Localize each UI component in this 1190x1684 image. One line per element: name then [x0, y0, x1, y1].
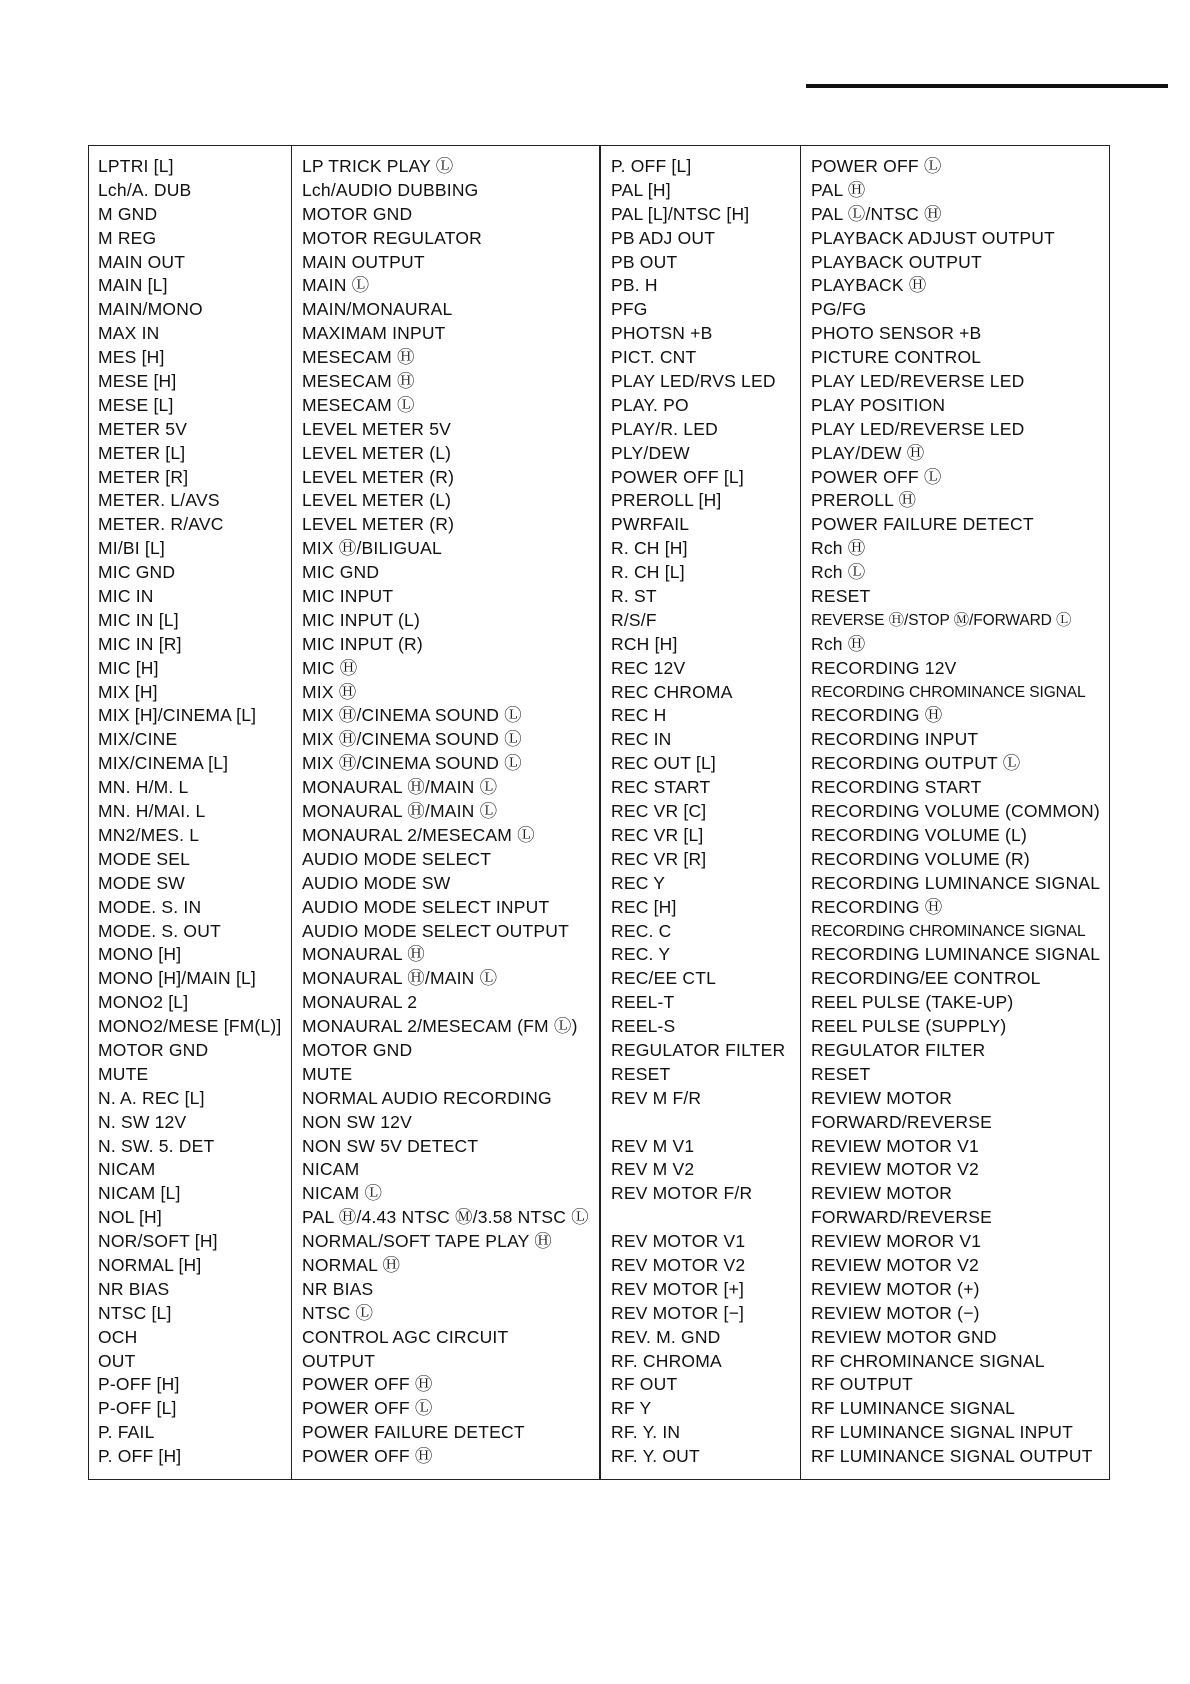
- table-cell: RF CHROMINANCE SIGNAL: [811, 1350, 1045, 1371]
- table-cell: NORMAL Ⓗ: [302, 1254, 401, 1275]
- table-cell: AUDIO MODE SW: [302, 872, 451, 893]
- table-cell: LPTRI [L]: [98, 156, 174, 176]
- table-cell: REC IN: [611, 729, 672, 750]
- table-cell: RECORDING CHROMINANCE SIGNAL: [811, 683, 1086, 701]
- table-cell: MIX Ⓗ/CINEMA SOUND Ⓛ: [302, 753, 522, 774]
- table-cell: RECORDING OUTPUT Ⓛ: [811, 753, 1021, 774]
- table-cell: REGULATOR FILTER: [811, 1039, 986, 1060]
- table-cell: LP TRICK PLAY Ⓛ: [302, 156, 454, 176]
- table-cell: REV. M. GND: [611, 1326, 721, 1347]
- table-cell: PAL Ⓛ/NTSC Ⓗ: [811, 203, 942, 224]
- table-cell: REVERSE Ⓗ/STOP Ⓜ/FORWARD Ⓛ: [811, 611, 1072, 629]
- table-cell: PHOTO SENSOR +B: [811, 323, 982, 344]
- table-cell: RECORDING LUMINANCE SIGNAL: [811, 872, 1101, 893]
- table-cell: P. FAIL: [98, 1422, 155, 1443]
- table-cell: POWER OFF Ⓗ: [302, 1446, 433, 1467]
- table-cell: NORMAL [H]: [98, 1254, 202, 1275]
- table-cell: REC Y: [611, 872, 666, 893]
- table-cell: R. ST: [611, 586, 657, 607]
- table-cell: PLAYBACK OUTPUT: [811, 251, 982, 272]
- table-cell: PLAY LED/REVERSE LED: [811, 418, 1025, 439]
- table-cell: PWRFAIL: [611, 514, 690, 535]
- table-cell: MUTE: [98, 1063, 149, 1084]
- table-cell: NR BIAS: [98, 1278, 170, 1299]
- table-cell: PAL [L]/NTSC [H]: [611, 203, 750, 224]
- table-cell: MAIN [L]: [98, 275, 168, 296]
- table-cell: PICT. CNT: [611, 347, 697, 368]
- table-cell: MIC IN [L]: [98, 609, 179, 630]
- table-cell: MUTE: [302, 1063, 353, 1084]
- table-cell: PREROLL [H]: [611, 490, 722, 511]
- table-cell: LEVEL METER (L): [302, 490, 452, 511]
- table-cell: REC OUT [L]: [611, 753, 716, 774]
- table-cell: PLAY/R. LED: [611, 418, 718, 439]
- table-cell: RECORDING Ⓗ: [811, 896, 943, 917]
- table-cell: MOTOR GND: [302, 1039, 413, 1060]
- table-cell: MIX/CINE: [98, 729, 178, 750]
- table-cell: METER [L]: [98, 442, 186, 463]
- table-cell: REV M V2: [611, 1159, 695, 1180]
- table-cell: NOL [H]: [98, 1207, 162, 1228]
- table-cell: RESET: [611, 1063, 671, 1084]
- table-cell: REC START: [611, 777, 711, 798]
- table-cell: MONO2 [L]: [98, 992, 189, 1013]
- table-cell: PICTURE CONTROL: [811, 347, 982, 368]
- table-cell: LEVEL METER 5V: [302, 418, 452, 439]
- table-cell: Rch Ⓗ: [811, 633, 866, 654]
- table-cell: MONO [H]: [98, 944, 182, 965]
- table-cell: MIC IN: [98, 586, 154, 607]
- table-cell: PAL [H]: [611, 179, 671, 200]
- table-cell: REC [H]: [611, 896, 677, 917]
- table-cell: MAXIMAM INPUT: [302, 323, 446, 344]
- table-cell: MONAURAL Ⓗ/MAIN Ⓛ: [302, 801, 498, 822]
- table-cell: MI/BI [L]: [98, 538, 165, 559]
- table-cell: REC/EE CTL: [611, 968, 717, 989]
- table-cell: REVIEW MOTOR V2: [811, 1159, 979, 1180]
- table-cell: P. OFF [L]: [611, 156, 692, 176]
- table-cell: RF Y: [611, 1398, 652, 1419]
- table-cell: REVIEW MOTOR: [811, 1087, 953, 1108]
- table-cell: MIX Ⓗ: [302, 681, 357, 702]
- table-cell: RESET: [811, 1063, 871, 1084]
- table-left-half: [89, 146, 599, 1479]
- table-cell: MONAURAL Ⓗ/MAIN Ⓛ: [302, 968, 498, 989]
- table-cell: MIC IN [R]: [98, 633, 182, 654]
- table-cell: R/S/F: [611, 609, 657, 630]
- table-cell: REC VR [R]: [611, 848, 707, 869]
- table-cell: AUDIO MODE SELECT INPUT: [302, 896, 550, 917]
- table-cell: MAIN/MONAURAL: [302, 299, 453, 320]
- table-cell: MODE. S. IN: [98, 896, 202, 917]
- table-cell: MESECAM Ⓗ: [302, 371, 415, 392]
- table-cell: REV M F/R: [611, 1087, 702, 1108]
- table-cell: RECORDING START: [811, 777, 982, 798]
- table-cell: REV MOTOR V1: [611, 1231, 746, 1252]
- right-description-column: [801, 146, 1110, 1479]
- table-cell: RCH [H]: [611, 633, 678, 654]
- table-cell: LEVEL METER (R): [302, 466, 455, 487]
- table-cell: RF OUTPUT: [811, 1374, 913, 1395]
- table-cell: MODE SEL: [98, 848, 191, 869]
- table-cell: PB OUT: [611, 251, 678, 272]
- table-cell: MIX Ⓗ/CINEMA SOUND Ⓛ: [302, 705, 522, 726]
- table-cell: P. OFF [H]: [98, 1446, 182, 1467]
- right-abbreviation-column: [601, 146, 801, 1479]
- table-cell: [611, 1111, 800, 1135]
- table-right-half: [601, 146, 1110, 1479]
- table-cell: REC CHROMA: [611, 681, 733, 702]
- table-cell: NTSC Ⓛ: [302, 1302, 374, 1323]
- table-cell: METER [R]: [98, 466, 189, 487]
- table-cell: MIC GND: [302, 562, 380, 583]
- table-cell: M GND: [98, 203, 158, 224]
- table-cell: RF LUMINANCE SIGNAL: [811, 1398, 1016, 1419]
- table-cell: MODE SW: [98, 872, 185, 893]
- table-cell: CONTROL AGC CIRCUIT: [302, 1326, 509, 1347]
- table-cell: RECORDING VOLUME (L): [811, 824, 1027, 845]
- table-cell: MAX IN: [98, 323, 160, 344]
- table-cell: MAIN OUT: [98, 251, 186, 272]
- table-cell: P-OFF [L]: [98, 1398, 177, 1419]
- table-cell: RECORDING Ⓗ: [811, 705, 943, 726]
- table-cell: REV MOTOR F/R: [611, 1183, 753, 1204]
- table-cell: MAIN Ⓛ: [302, 275, 370, 296]
- left-abbreviation-column: [89, 146, 292, 1479]
- table-cell: RF. Y. OUT: [611, 1446, 700, 1467]
- table-cell: Lch/A. DUB: [98, 179, 192, 200]
- table-cell: POWER OFF Ⓗ: [302, 1374, 433, 1395]
- table-cell: MIC INPUT (R): [302, 633, 423, 654]
- table-cell: PAL Ⓗ/4.43 NTSC Ⓜ/3.58 NTSC Ⓛ: [302, 1207, 589, 1228]
- table-cell: PLAY POSITION: [811, 394, 946, 415]
- table-cell: NON SW 5V DETECT: [302, 1135, 479, 1156]
- table-cell: MOTOR GND: [302, 203, 413, 224]
- table-cell: OUTPUT: [302, 1350, 376, 1371]
- table-cell: REEL-S: [611, 1016, 676, 1037]
- table-cell: Rch Ⓛ: [811, 562, 866, 583]
- table-cell: REEL PULSE (SUPPLY): [811, 1016, 1007, 1037]
- table-cell: MN. H/MAI. L: [98, 801, 206, 822]
- table-cell: [611, 1206, 800, 1230]
- table-cell: N. SW. 5. DET: [98, 1135, 215, 1156]
- table-cell: PLAY/DEW Ⓗ: [811, 442, 925, 463]
- table-cell: NICAM [L]: [98, 1183, 181, 1204]
- table-cell: MIC GND: [98, 562, 176, 583]
- table-cell: N. SW 12V: [98, 1111, 187, 1132]
- table-cell: NORMAL AUDIO RECORDING: [302, 1087, 552, 1108]
- table-cell: MIC Ⓗ: [302, 657, 358, 678]
- table-cell: REC. C: [611, 920, 672, 941]
- table-cell: POWER OFF Ⓛ: [811, 466, 942, 487]
- abbreviation-table: [88, 145, 1110, 1480]
- table-cell: REEL PULSE (TAKE-UP): [811, 992, 1014, 1013]
- table-cell: MESE [L]: [98, 394, 174, 415]
- table-cell: Lch/AUDIO DUBBING: [302, 179, 479, 200]
- table-cell: REC. Y: [611, 944, 671, 965]
- table-cell: PB. H: [611, 275, 658, 296]
- table-cell: MIC [H]: [98, 657, 159, 678]
- table-cell: MONAURAL 2: [302, 992, 418, 1013]
- table-cell: AUDIO MODE SELECT OUTPUT: [302, 920, 570, 941]
- table-cell: MIX Ⓗ/BILIGUAL: [302, 538, 442, 559]
- table-cell: MIC INPUT (L): [302, 609, 420, 630]
- table-cell: NICAM: [302, 1159, 360, 1180]
- table-cell: PLY/DEW: [611, 442, 690, 463]
- table-cell: N. A. REC [L]: [98, 1087, 205, 1108]
- table-cell: MONAURAL 2/MESECAM (FM Ⓛ): [302, 1016, 578, 1037]
- table-cell: PLAYBACK Ⓗ: [811, 275, 927, 296]
- table-cell: MONO [H]/MAIN [L]: [98, 968, 256, 989]
- table-cell: REVIEW MOTOR (+): [811, 1278, 980, 1299]
- table-cell: FORWARD/REVERSE: [811, 1207, 992, 1228]
- table-cell: PLAY. PO: [611, 394, 689, 415]
- table-cell: METER 5V: [98, 418, 188, 439]
- table-cell: REGULATOR FILTER: [611, 1039, 786, 1060]
- table-cell: R. CH [L]: [611, 562, 685, 583]
- table-cell: RECORDING LUMINANCE SIGNAL: [811, 944, 1101, 965]
- table-cell: MONAURAL Ⓗ: [302, 944, 425, 965]
- table-cell: NTSC [L]: [98, 1302, 172, 1323]
- table-cell: REV MOTOR [+]: [611, 1278, 745, 1299]
- table-cell: MAIN/MONO: [98, 299, 203, 320]
- table-cell: OCH: [98, 1326, 138, 1347]
- table-cell: NOR/SOFT [H]: [98, 1231, 218, 1252]
- table-cell: LEVEL METER (R): [302, 514, 455, 535]
- table-cell: RF LUMINANCE SIGNAL OUTPUT: [811, 1446, 1093, 1467]
- table-cell: RECORDING VOLUME (R): [811, 848, 1030, 869]
- table-cell: M REG: [98, 227, 157, 248]
- table-cell: REVIEW MOROR V1: [811, 1231, 982, 1252]
- left-description-column: [292, 146, 599, 1479]
- table-cell: MESE [H]: [98, 371, 177, 392]
- table-cell: NICAM Ⓛ: [302, 1183, 383, 1204]
- table-cell: NORMAL/SOFT TAPE PLAY Ⓗ: [302, 1231, 552, 1252]
- table-cell: MIX/CINEMA [L]: [98, 753, 229, 774]
- table-cell: MIX Ⓗ/CINEMA SOUND Ⓛ: [302, 729, 522, 750]
- table-cell: PREROLL Ⓗ: [811, 490, 917, 511]
- table-cell: RECORDING 12V: [811, 657, 957, 678]
- table-cell: RF. Y. IN: [611, 1422, 681, 1443]
- table-cell: REV M V1: [611, 1135, 695, 1156]
- table-cell: PAL Ⓗ: [811, 179, 866, 200]
- table-cell: RF LUMINANCE SIGNAL INPUT: [811, 1422, 1074, 1443]
- table-cell: R. CH [H]: [611, 538, 688, 559]
- table-cell: REVIEW MOTOR (−): [811, 1302, 980, 1323]
- table-cell: RF. CHROMA: [611, 1350, 722, 1371]
- table-cell: Rch Ⓗ: [811, 538, 866, 559]
- table-cell: REV MOTOR [−]: [611, 1302, 745, 1323]
- table-cell: P-OFF [H]: [98, 1374, 180, 1395]
- table-cell: RF OUT: [611, 1374, 678, 1395]
- table-cell: PG/FG: [811, 299, 867, 320]
- table-cell: MESECAM Ⓛ: [302, 394, 415, 415]
- table-cell: PFG: [611, 299, 648, 320]
- table-cell: REC H: [611, 705, 667, 726]
- table-cell: POWER OFF Ⓛ: [302, 1398, 433, 1419]
- table-cell: LEVEL METER (L): [302, 442, 452, 463]
- table-cell: MODE. S. OUT: [98, 920, 221, 941]
- table-cell: PLAYBACK ADJUST OUTPUT: [811, 227, 1055, 248]
- table-cell: REC 12V: [611, 657, 686, 678]
- table-cell: POWER FAILURE DETECT: [302, 1422, 525, 1443]
- table-cell: PB ADJ OUT: [611, 227, 716, 248]
- table-cell: RECORDING/EE CONTROL: [811, 968, 1041, 989]
- table-cell: MES [H]: [98, 347, 165, 368]
- table-cell: MOTOR GND: [98, 1039, 209, 1060]
- table-cell: OUT: [98, 1350, 136, 1371]
- table-cell: MIX [H]/CINEMA [L]: [98, 705, 257, 726]
- table-cell: NR BIAS: [302, 1278, 374, 1299]
- table-cell: RESET: [811, 586, 871, 607]
- table-cell: POWER FAILURE DETECT: [811, 514, 1034, 535]
- table-cell: RECORDING INPUT: [811, 729, 979, 750]
- table-cell: MONAURAL Ⓗ/MAIN Ⓛ: [302, 777, 498, 798]
- table-cell: MONO2/MESE [FM(L)]: [98, 1016, 282, 1037]
- table-cell: METER. L/AVS: [98, 490, 220, 511]
- header-rule: [806, 84, 1168, 88]
- table-cell: METER. R/AVC: [98, 514, 224, 535]
- table-cell: POWER OFF [L]: [611, 466, 744, 487]
- table-cell: MONAURAL 2/MESECAM Ⓛ: [302, 824, 535, 845]
- table-cell: REEL-T: [611, 992, 675, 1013]
- table-cell: RECORDING CHROMINANCE SIGNAL: [811, 922, 1086, 940]
- table-cell: MN2/MES. L: [98, 824, 200, 845]
- table-cell: NON SW 12V: [302, 1111, 412, 1132]
- table-cell: MESECAM Ⓗ: [302, 347, 415, 368]
- table-cell: REVIEW MOTOR V2: [811, 1254, 979, 1275]
- table-cell: MIX [H]: [98, 681, 158, 702]
- table-cell: REC VR [C]: [611, 801, 707, 822]
- table-cell: MN. H/M. L: [98, 777, 189, 798]
- table-cell: FORWARD/REVERSE: [811, 1111, 992, 1132]
- table-cell: REVIEW MOTOR: [811, 1183, 953, 1204]
- table-cell: REVIEW MOTOR GND: [811, 1326, 997, 1347]
- table-cell: REC VR [L]: [611, 824, 704, 845]
- table-cell: NICAM: [98, 1159, 156, 1180]
- table-cell: PLAY LED/REVERSE LED: [811, 371, 1025, 392]
- table-cell: RECORDING VOLUME (COMMON): [811, 801, 1100, 822]
- table-cell: MAIN OUTPUT: [302, 251, 425, 272]
- table-cell: MOTOR REGULATOR: [302, 227, 482, 248]
- table-cell: POWER OFF Ⓛ: [811, 156, 942, 176]
- table-cell: PLAY LED/RVS LED: [611, 371, 776, 392]
- table-cell: REVIEW MOTOR V1: [811, 1135, 979, 1156]
- table-cell: REV MOTOR V2: [611, 1254, 746, 1275]
- table-cell: MIC INPUT: [302, 586, 394, 607]
- table-cell: AUDIO MODE SELECT: [302, 848, 492, 869]
- table-cell: PHOTSN +B: [611, 323, 713, 344]
